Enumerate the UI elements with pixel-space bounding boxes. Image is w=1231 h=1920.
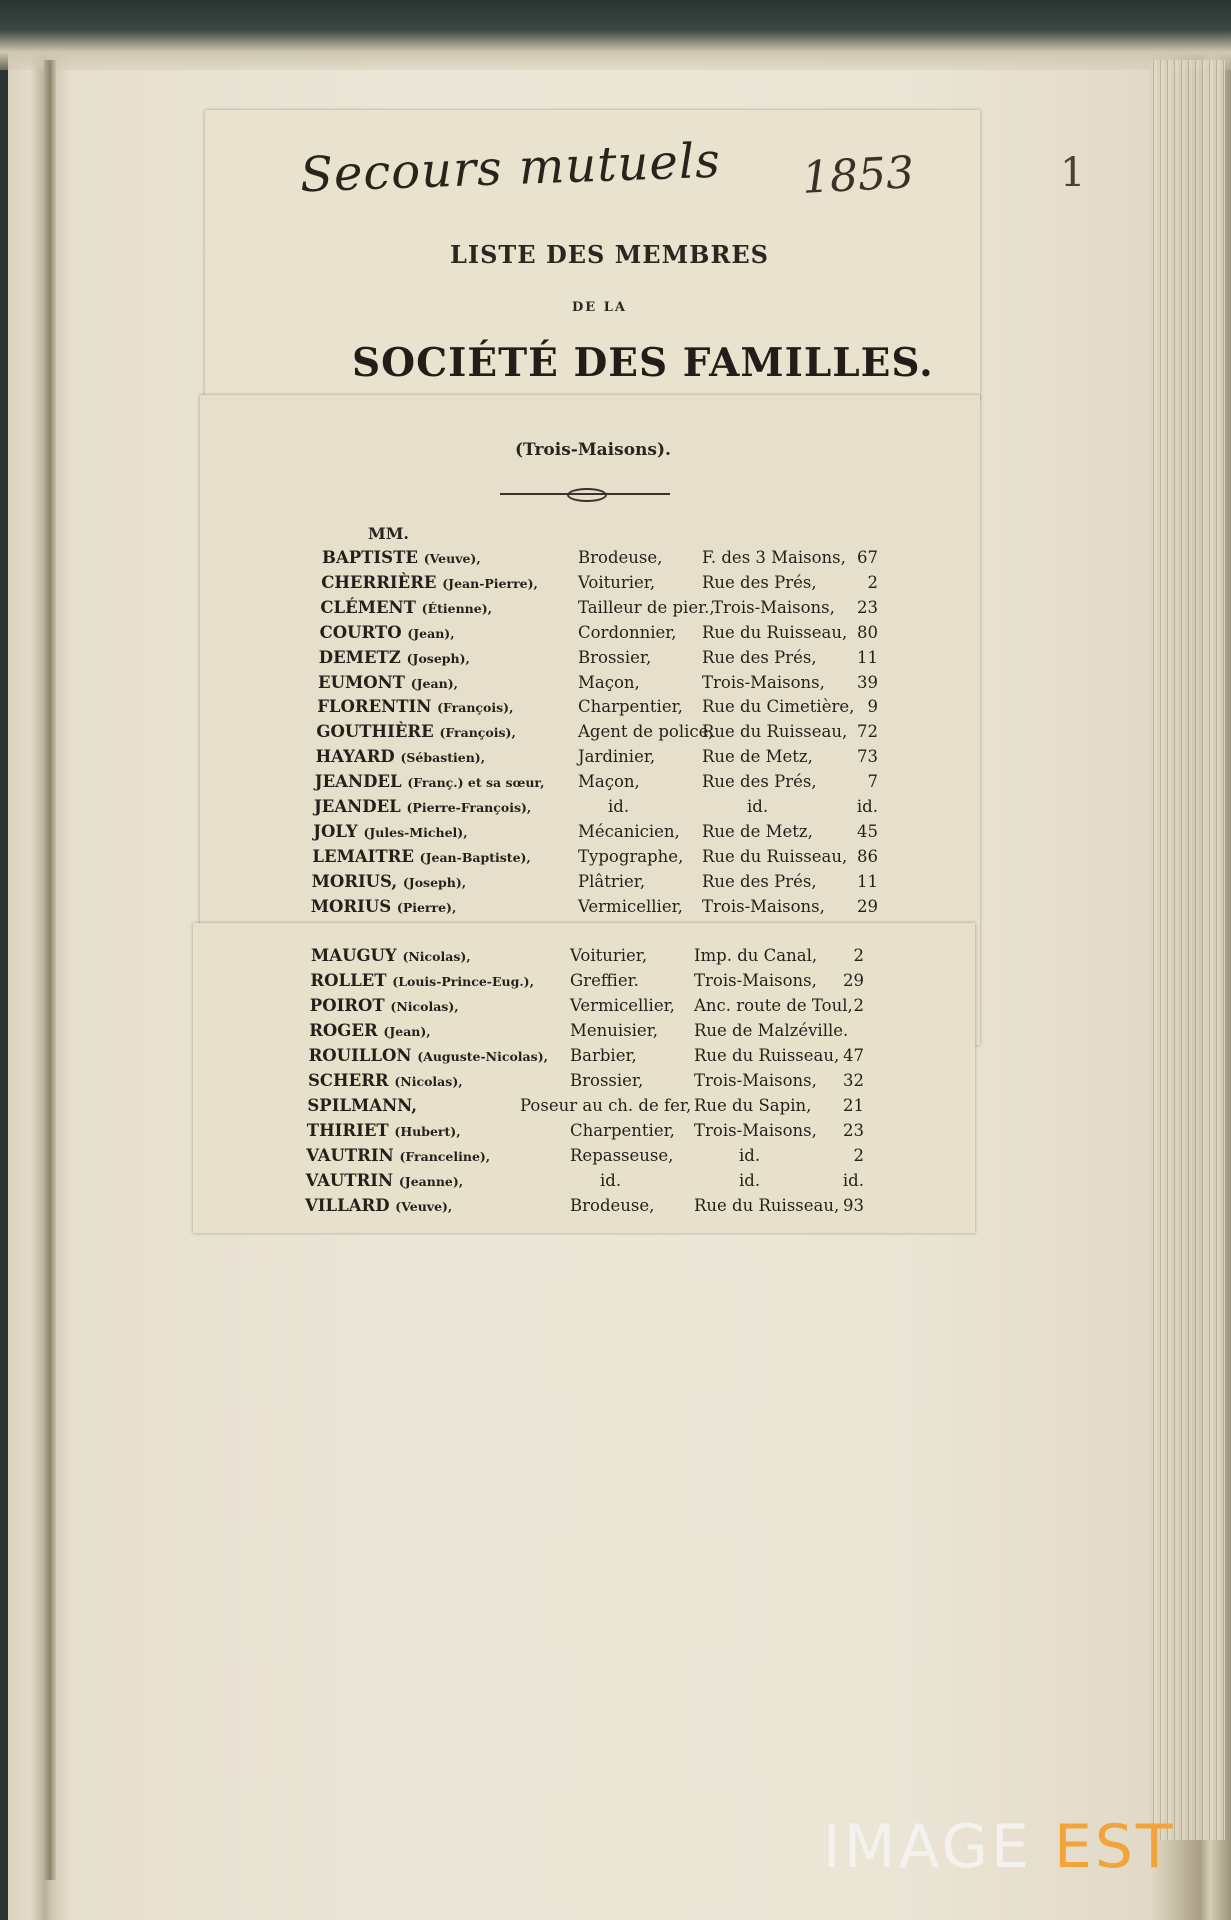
member-trade: Tailleur de pier.,: [578, 598, 715, 617]
member-name: [319, 648, 470, 667]
member-name: [312, 847, 530, 866]
member-given-name: (Jean),: [383, 1024, 431, 1039]
member-street: Rue du Ruisseau,: [702, 623, 848, 642]
member-name: [308, 1071, 463, 1090]
member-house-number: 2: [853, 1146, 864, 1165]
member-row: [0, 598, 1000, 622]
member-trade: Charpentier,: [570, 1121, 675, 1140]
member-trade: Repasseuse,: [570, 1146, 674, 1165]
member-house-number: 80: [857, 623, 878, 642]
member-street: Rue des Prés,: [702, 872, 817, 891]
member-house-number: 23: [843, 1121, 864, 1140]
member-row: [0, 722, 1000, 746]
member-surname: MORIUS: [310, 897, 392, 916]
watermark: [823, 1812, 1176, 1882]
subtitle-trois-maisons: (Trois-Maisons).: [515, 440, 671, 460]
member-row: [0, 822, 1000, 846]
member-street: Trois-Maisons,: [702, 673, 825, 692]
member-trade: Poseur au ch. de fer,: [520, 1096, 692, 1115]
member-row: [0, 1096, 1000, 1120]
member-given-name: (Veuve),: [423, 551, 481, 566]
member-name: [305, 1196, 452, 1215]
member-row: [0, 996, 1000, 1020]
member-house-number: 2: [867, 573, 878, 592]
member-trade: Vermicellier,: [570, 996, 675, 1015]
member-street: Rue du Ruisseau,: [694, 1046, 840, 1065]
member-name: [317, 697, 513, 716]
member-name: [314, 797, 531, 816]
member-house-number: 9: [867, 697, 878, 716]
member-trade: Maçon,: [578, 772, 640, 791]
member-street: Rue des Prés,: [702, 648, 817, 667]
member-house-number: id.: [842, 1171, 864, 1190]
member-street: Rue de Malzéville.: [694, 1021, 849, 1040]
member-street: Anc. route de Toul,: [694, 996, 853, 1015]
member-trade: Plâtrier,: [578, 872, 646, 891]
member-surname: MAUGUY: [311, 946, 397, 965]
member-street: Rue des Prés,: [702, 573, 817, 592]
member-trade: Mécanicien,: [578, 822, 680, 841]
member-given-name: (Nicolas),: [394, 1074, 463, 1089]
member-surname: CLÉMENT: [320, 598, 416, 617]
member-trade: Menuisier,: [570, 1021, 659, 1040]
member-given-name: (Franceline),: [399, 1149, 491, 1164]
member-surname: ROLLET: [310, 971, 387, 990]
member-surname: VILLARD: [305, 1196, 390, 1215]
handwritten-page-number: 1: [1060, 150, 1086, 196]
member-trade: Charpentier,: [578, 697, 683, 716]
member-trade: Vermicellier,: [578, 897, 683, 916]
member-surname: CHERRIÈRE: [321, 573, 437, 592]
member-given-name: (Veuve),: [395, 1199, 453, 1214]
handwritten-year: 1853: [800, 147, 916, 204]
member-street: Rue du Sapin,: [694, 1096, 812, 1115]
member-name: [312, 872, 467, 891]
member-street: Rue du Cimetière,: [702, 697, 855, 716]
member-trade: Jardinier,: [578, 747, 656, 766]
member-house-number: 73: [857, 747, 878, 766]
member-name: [311, 946, 471, 965]
member-given-name: (Jules-Michel),: [363, 825, 468, 840]
book-top-edge: [0, 0, 1231, 70]
member-name: [309, 1046, 548, 1065]
member-row: [0, 946, 1000, 970]
member-street: Rue du Ruisseau,: [702, 847, 848, 866]
member-row: [0, 847, 1000, 871]
member-surname: GOUTHIÈRE: [316, 722, 434, 741]
member-given-name: (Nicolas),: [390, 999, 459, 1014]
member-given-name: (Hubert),: [394, 1124, 461, 1139]
member-surname: VAUTRIN: [305, 1171, 394, 1190]
member-row: [0, 1171, 1000, 1195]
page-edges: [1150, 60, 1225, 1840]
member-row: [0, 747, 1000, 771]
member-row: [0, 1071, 1000, 1095]
member-surname: MORIUS,: [311, 872, 398, 891]
member-name: [316, 747, 485, 766]
member-given-name: (Nicolas),: [402, 949, 471, 964]
member-surname: EUMONT: [318, 673, 405, 692]
member-name: [306, 1146, 490, 1165]
member-house-number: 29: [857, 897, 878, 916]
member-given-name: (François),: [439, 725, 516, 740]
member-trade: Brossier,: [578, 648, 652, 667]
member-row: [0, 1121, 1000, 1145]
member-name: [309, 1021, 430, 1040]
member-trade: id.: [608, 797, 630, 816]
member-surname: SCHERR: [308, 1071, 389, 1090]
member-house-number: 7: [867, 772, 878, 791]
member-name: [310, 996, 459, 1015]
watermark-image: IMAGE: [823, 1812, 1032, 1882]
title-societe: SOCIÉTÉ DES FAMILLES.: [352, 340, 934, 386]
member-street: Rue des Prés,: [702, 772, 817, 791]
member-trade: Brodeuse,: [578, 548, 663, 567]
member-surname: VAUTRIN: [306, 1146, 394, 1165]
member-house-number: 72: [857, 722, 878, 741]
member-name: [306, 1171, 464, 1190]
title-de-la: DE LA: [572, 300, 627, 315]
member-street: id.: [739, 1146, 761, 1165]
member-given-name: (Étienne),: [421, 601, 492, 616]
member-house-number: 21: [843, 1096, 864, 1115]
watermark-est: EST: [1053, 1812, 1176, 1882]
member-given-name: (Jean-Pierre),: [442, 576, 538, 591]
member-row: [0, 548, 1000, 572]
member-row: [0, 971, 1000, 995]
member-given-name: (Pierre),: [396, 900, 457, 915]
member-surname: ROUILLON: [308, 1046, 412, 1065]
member-surname: DEMETZ: [318, 648, 401, 667]
book-gutter: [44, 60, 56, 1880]
member-name: [307, 1096, 417, 1115]
member-name: [320, 623, 455, 642]
member-surname: THIRIET: [306, 1121, 389, 1140]
member-street: Trois-Maisons,: [702, 897, 825, 916]
member-given-name: (Jean),: [407, 626, 455, 641]
member-house-number: 2: [853, 996, 864, 1015]
member-surname: FLORENTIN: [317, 697, 432, 716]
member-street: Rue de Metz,: [702, 822, 813, 841]
member-street: Imp. du Canal,: [694, 946, 818, 965]
member-trade: Brossier,: [570, 1071, 644, 1090]
member-surname: JOLY: [313, 822, 358, 841]
member-row: [0, 797, 1000, 821]
member-name: [313, 822, 467, 841]
member-street: Trois-Maisons,: [694, 1121, 817, 1140]
member-surname: POIROT: [309, 996, 385, 1015]
member-given-name: (Franç.) et sa sœur,: [407, 775, 545, 790]
member-row: [0, 897, 1000, 921]
member-row: [0, 623, 1000, 647]
member-trade: Greffier.: [570, 971, 639, 990]
member-street: Trois-Maisons,: [712, 598, 835, 617]
member-row: [0, 1046, 1000, 1070]
member-trade: Agent de police,: [578, 722, 714, 741]
member-house-number: 32: [843, 1071, 864, 1090]
member-given-name: (Joseph),: [406, 651, 470, 666]
member-street: Trois-Maisons,: [694, 1071, 817, 1090]
member-row: [0, 573, 1000, 597]
member-name: [310, 971, 534, 990]
member-name: [320, 598, 492, 617]
member-name: [316, 722, 515, 741]
member-surname: SPILMANN,: [307, 1096, 417, 1115]
member-name: [322, 548, 481, 567]
member-row: [0, 1021, 1000, 1045]
member-house-number: 47: [843, 1046, 864, 1065]
member-row: [0, 1146, 1000, 1170]
member-row: [0, 648, 1000, 672]
member-house-number: 11: [857, 648, 878, 667]
salutation: MM.: [368, 524, 409, 543]
member-name: [315, 772, 545, 791]
member-house-number: id.: [856, 797, 878, 816]
member-trade: id.: [600, 1171, 622, 1190]
member-house-number: 86: [857, 847, 878, 866]
member-given-name: (Jean-Baptiste),: [419, 850, 531, 865]
handwritten-title: Secours mutuels: [299, 132, 722, 204]
member-street: Rue de Metz,: [702, 747, 813, 766]
member-house-number: 39: [857, 673, 878, 692]
member-trade: Barbier,: [570, 1046, 637, 1065]
member-surname: COURTO: [319, 623, 402, 642]
member-row: [0, 872, 1000, 896]
title-liste: LISTE DES MEMBRES: [450, 240, 770, 269]
member-row: [0, 697, 1000, 721]
member-trade: Brodeuse,: [570, 1196, 655, 1215]
member-house-number: 45: [857, 822, 878, 841]
member-surname: BAPTISTE: [322, 548, 418, 567]
member-street: Rue du Ruisseau,: [702, 722, 848, 741]
member-house-number: 29: [843, 971, 864, 990]
member-given-name: (Jean),: [410, 676, 458, 691]
member-trade: Typographe,: [578, 847, 684, 866]
member-surname: JEANDEL: [314, 797, 401, 816]
member-name: [307, 1121, 461, 1140]
member-street: Rue du Ruisseau,: [694, 1196, 840, 1215]
member-name: [318, 673, 458, 692]
member-name: [321, 573, 538, 592]
member-given-name: (François),: [437, 700, 514, 715]
member-trade: Voiturier,: [570, 946, 648, 965]
member-row: [0, 1196, 1000, 1220]
member-trade: Cordonnier,: [578, 623, 677, 642]
member-trade: Voiturier,: [578, 573, 656, 592]
member-given-name: (Sébastien),: [400, 750, 486, 765]
member-given-name: (Louis-Prince-Eug.),: [392, 974, 534, 989]
member-given-name: (Auguste-Nicolas),: [417, 1049, 548, 1064]
member-surname: JEANDEL: [314, 772, 402, 791]
member-row: [0, 772, 1000, 796]
member-surname: LEMAITRE: [312, 847, 414, 866]
member-house-number: 93: [843, 1196, 864, 1215]
member-row: [0, 673, 1000, 697]
member-street: id.: [747, 797, 769, 816]
member-house-number: 67: [857, 548, 878, 567]
member-given-name: (Jeanne),: [398, 1174, 464, 1189]
member-surname: ROGER: [309, 1021, 378, 1040]
member-house-number: 23: [857, 598, 878, 617]
member-name: [311, 897, 457, 916]
member-given-name: (Pierre-François),: [406, 800, 532, 815]
member-given-name: (Joseph),: [402, 875, 467, 890]
member-trade: Maçon,: [578, 673, 640, 692]
member-street: F. des 3 Maisons,: [702, 548, 846, 567]
member-street: id.: [739, 1171, 761, 1190]
member-surname: HAYARD: [315, 747, 395, 766]
member-house-number: 2: [853, 946, 864, 965]
member-house-number: 11: [857, 872, 878, 891]
ornamental-rule-center: [567, 488, 607, 502]
member-street: Trois-Maisons,: [694, 971, 817, 990]
